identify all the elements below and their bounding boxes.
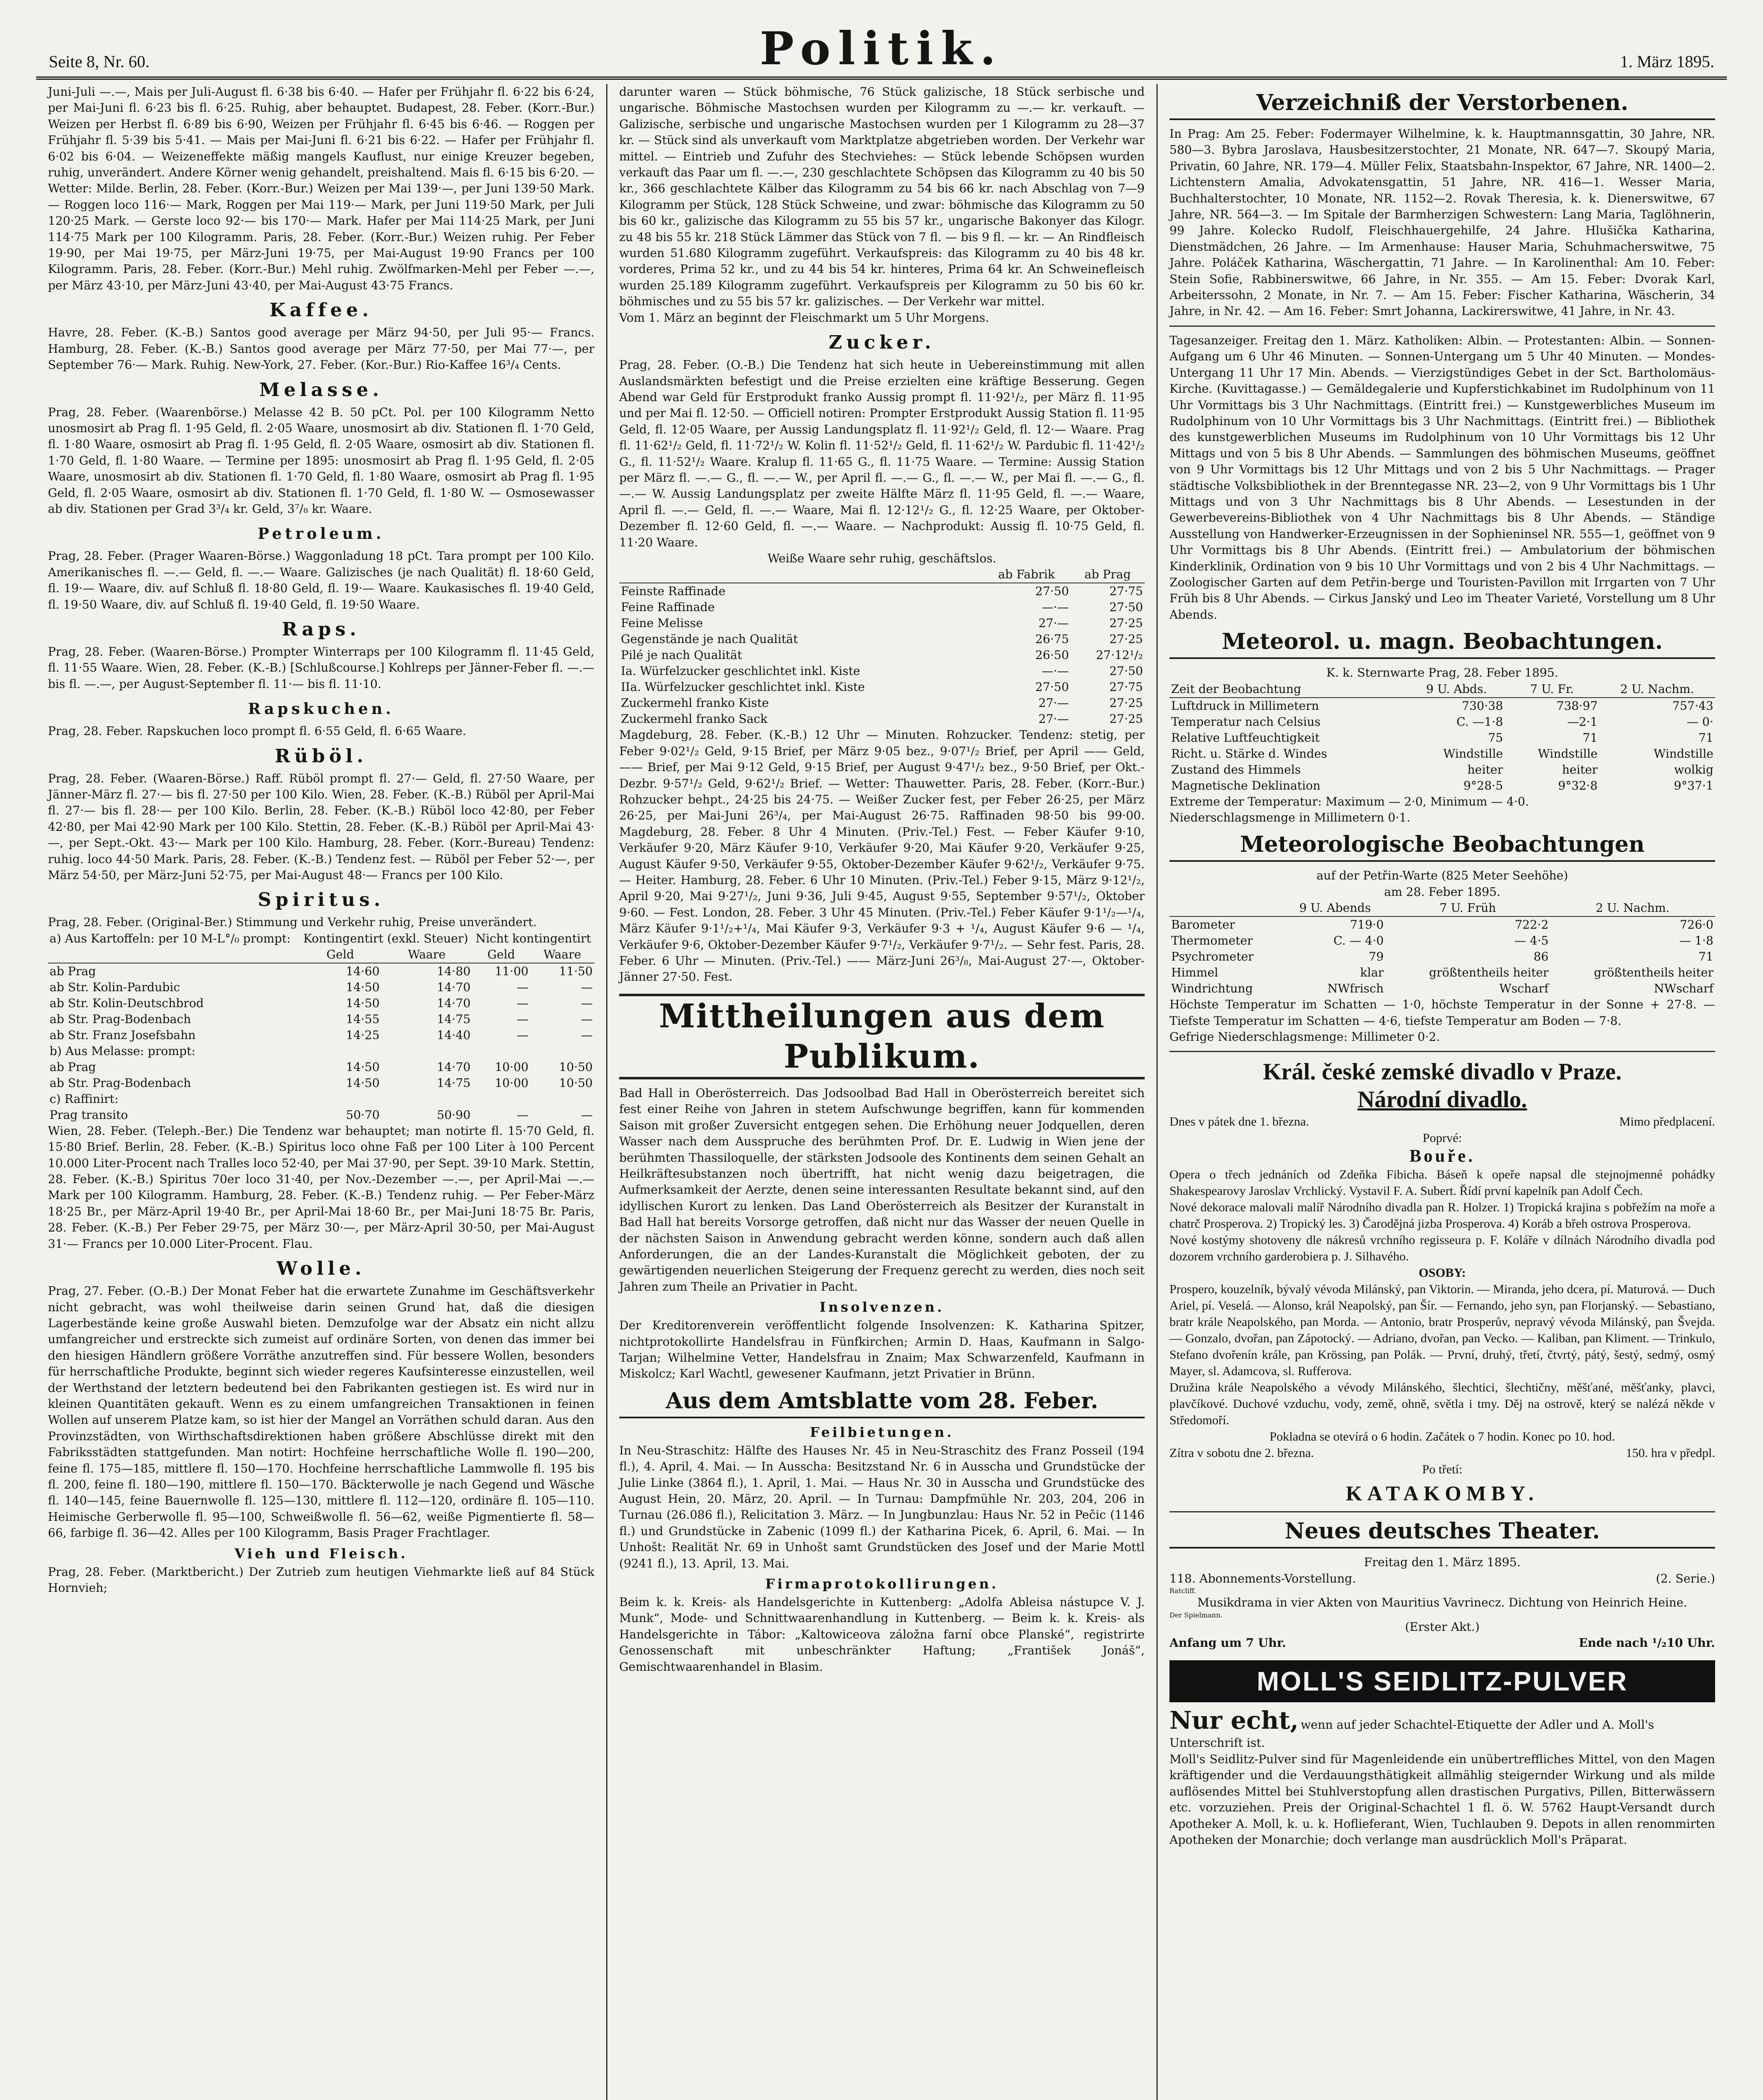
- performance-date: Dnes v pátek dne 1. března.: [1169, 1115, 1309, 1129]
- rapeseed-cake-heading: Rapskuchen.: [248, 700, 394, 718]
- table-row: Gegenstände je nach Qualität 26·75 27·25: [621, 632, 1143, 646]
- petroleum-text: Prag, 28. Feber. (Prager Waaren-Börse.) Waggonladung 18 pCt. Tara prompt per 100 Kilo. Amerikanisches fl. —.— Geld, fl. —.— Waare. Galizisches (je nach Qualität) fl. 18·60 Geld, fl. 19·— Waare, div. auf Schluß fl. 18·80 Geld, fl. 19·— Waare. Kaukasisches fl. 19·40 Geld, fl. 19·50 Waare, div. auf Schluß fl. 19·40 Geld, fl. 19·50 Waare.: [48, 549, 594, 612]
- page-number: Seite 8, Nr. 60.: [49, 52, 150, 71]
- next-performance-date: Zítra v sobotu dne 2. března.: [1169, 1446, 1314, 1460]
- table-row: Temperatur nach Celsius C. —1·8 —2·1 — 0·: [1171, 714, 1713, 729]
- sugar-col-prague: ab Prag: [1084, 567, 1131, 582]
- insolvencies-text: Der Kreditorenverein veröffentlicht folgende Insolvenzen: K. Katharina Spitzer, nichtprotokollirte Handelsfrau in Fünfkirchen; Armin D. Haas, Kaufmann in Salgo-Tarjan; Wilhelmine Vetter, Handelsfrau in Znaim; Max Schwarzenfeld, Kaufmann in Miskolcz; Karl Wachtl, gewesener Kaufmann, jetzt Privatier in Brünn.: [619, 1318, 1145, 1381]
- decorations-text: Nové dekorace malovali malíř Národního divadla pan R. Holzer. 1) Tropická krajina s pobřežím na moře a chatrč Prosperova. 2) Tropický les. 3) Čarodějná jizba Prosperova. 4) Koráb a břeh ostrova Prosperova.: [1169, 1200, 1715, 1231]
- series-number: (2. Serie.): [1655, 1571, 1715, 1586]
- rapeseed-heading: Raps.: [282, 618, 360, 640]
- table-row: ab Prag 14·50 14·70 10·00 10·50: [50, 1060, 593, 1074]
- insolvencies-heading: Insolvenzen.: [820, 1299, 944, 1315]
- table-row: Magnetische Deklination 9°28·5 9°32·8 9°37·1: [1171, 778, 1713, 793]
- table-row: Zuckermehl franko Kiste 27·— 27·25: [621, 696, 1143, 710]
- spirits-col-geld: Geld: [487, 947, 515, 961]
- ad-subheadline-note: wenn auf jeder Schachtel-Etiquette der Adler und A. Moll's Unterschrift ist.: [1169, 1718, 1654, 1750]
- observatory-table: Zeit der Beobachtung 9 U. Abds. 7 U. Fr. 2 U. Nachm. Luftdruck in Millimetern 730·38 738·97 757·43 Temperatur nach Celsius C. —1·8 —2·1 — 0· Relative Luftfeuchtigkeit 75 71 71 Richt. u. Stärke d. Windes Windstille Windstille Windstille Zustand des Himmels heiter heiter wolkig Magnetische Deklination 9°28·5 9°32·8 9°37·1: [1169, 681, 1715, 794]
- cast-list: Prospero, kouzelník, bývalý vévoda Milánský, pan Viktorin. — Miranda, jeho dcera, pí. Maturová. — Duch Ariel, pí. Veselá. — Alonso, král Neapolský, pan Šír. — Fernando, jeho syn, pan Florjanský. — Sebastiano, bratr krále Neapolského, pan Morda. — Antonio, bratr Prosperův, nepravý vévoda Milánský, pan Švejda. — Gonzalo, dvořan, pan Zápotocký. — Adriano, dvořan, pan Vecko. — Kaliban, pan Kliment. — Trinkulo, Stefano dvořenín krále, pan Krössing, pan Polák. — První, druhý, třetí, čtvrtý, pátý, šestý, sedmý, osmý Mayer, sl. Adamcova, sl. Rufferova.: [1169, 1282, 1715, 1378]
- meat-market-note: Vom 1. März an beginnt der Fleischmarkt um 5 Uhr Morgens.: [619, 310, 989, 325]
- next-play-title: KATAKOMBY.: [1345, 1481, 1539, 1505]
- meteorological-heading: Meteorol. u. magn. Beobachtungen.: [1169, 629, 1715, 659]
- table-row: Windrichtung NWfrisch Wscharf NWscharf: [1171, 982, 1713, 996]
- national-theatre-title: Národní divadlo.: [1357, 1087, 1527, 1113]
- petrin-subtitle: auf der Petřin-Warte (825 Meter Seehöhe): [1316, 869, 1568, 883]
- sugar-text: Prag, 28. Feber. (O.-B.) Die Tendenz hat sich heute in Uebereinstimmung mit allen Auslandsmärkten befestigt und die Preise erzielten eine kräftige Besserung. Gegen Abend war Geld für Erstprodukt franko Aussig prompt fl. 11·92¹/₂, per März fl. 11·95 und per Mai fl. 12·50. — Officiell notiren: Prompter Erstprodukt Aussig Station fl. 11·95 Geld, fl. 12·05 Waare, per Aussig Landungsplatz fl. 11·92¹/₂ Geld, fl. 12·— Waare. Prag fl. 11·62¹/₂ Geld, fl. 11·72¹/₂ W. Kolin fl. 11·52¹/₂ Geld, fl. 11·62¹/₂ W. Pardubic fl. 11·42¹/₂ G., fl. 11·52¹/₂ Waare. Kralup fl. 11·65 G., fl. 11·75 Waare. — Termine: Aussig Station per März fl. —.— G., fl. —.— W., per April fl. —.— G., fl. —.— W., per Mai fl. —.— G., fl. —.— W. Aussig Landungsplatz per zweite Hälfte März fl. 11·95 Geld, fl. —.— Waare, April fl. —.— Geld, fl. —.— Waare, Mai fl. 12·12¹/₂ G., fl. 12·25 Waare, per Oktober-Dezember fl. 12·60 Geld, fl. —.— Waare. — Nachprodukt: Aussig fl. 10·75 Geld, fl. 11·20 Waare.: [619, 358, 1145, 549]
- table-row: ab Str. Kolin-Deutschbrod 14·50 14·70 — —: [50, 996, 593, 1010]
- subscription-performance: 118. Abonnements-Vorstellung.: [1169, 1571, 1356, 1586]
- coffee-text: Havre, 28. Feber. (K.-B.) Santos good average per März 94·50, per Juli 95·— Francs. Hamburg, 28. Feber. (K.-B.) Santos good average per März 77·50, per Mai 77·—, per September 76·— Mark. Ruhig. New-York, 27. Feber. (Kor.-Bur.) Rio-Kaffee 16³/₄ Cents.: [48, 326, 594, 372]
- sugar-heading: Zucker.: [828, 332, 935, 354]
- cast-label: OSOBY:: [1419, 1266, 1466, 1280]
- table-row: ab Prag 14·60 14·80 11·00 11·50: [50, 964, 593, 978]
- table-row: Pilé je nach Qualität 26·50 27·12¹/₂: [621, 648, 1143, 662]
- start-time: Anfang um 7 Uhr.: [1169, 1636, 1286, 1650]
- table-row: Thermometer C. — 4·0 — 4·5 — 1·8: [1171, 934, 1713, 948]
- seidlitz-advertisement: [1169, 1660, 1715, 1702]
- livestock-text: Prag, 28. Feber. (Marktbericht.) Der Zutrieb zum heutigen Viehmarkte ließ auf 84 Stück Hornvieh;: [48, 1564, 594, 1595]
- coffee-heading: Kaffee.: [269, 299, 373, 321]
- subscription-note: Mimo předplacení.: [1619, 1115, 1715, 1129]
- molasses-text: Prag, 28. Feber. (Waarenbörse.) Melasse 42 B. 50 pCt. Pol. per 100 Kilogramm Netto unosmosirt ab Prag fl. 1·95 Geld, fl. 2·05 Waare, unosmosirt ab div. Stationen fl. 1·70 Geld, fl. 1·80 Waare, osmosirt ab Prag fl. 1·95 Geld, fl. 2·05 Waare, osmosirt ab div. Stationen fl. 1·70 Geld, fl. 1·80 Waare. — Termine per 1895: unosmosirt ab Prag fl. 1·95 Geld, fl. 2·05 Waare, unosmosirt ab div. Stationen fl. 1·70 Geld, fl. 1·80 Waare, osmosirt ab Prag fl. 1·95 Geld, fl. 2·05 Waare, osmosirt ab div. Stationen fl. 1·70 Geld, fl. 1·80 W. — Osmosewasser ab div. Stationen per Grad 3³/₄ kr. Geld, 3⁷/₈ kr. Waare.: [48, 405, 594, 516]
- table-row: ab Str. Prag-Bodenbach 14·50 14·75 10·00 10·50: [50, 1076, 593, 1090]
- rapeseed-oil-text: Prag, 28. Feber. (Waaren-Börse.) Raff. Rüböl prompt fl. 27·— Geld, fl. 27·50 Waare, per Jänner-März fl. 27·— bis fl. 27·50 per 100 Kilo. Wien, 28. Feber. (K.-B.) Rüböl per April-Mai fl. 27·— bis fl. 28·— per 100 Kilo. Berlin, 28. Feber. (K.-B.) Rüböl loco 42·80, per Feber 42·80, per Mai 42·90 Mark per 100 Kilo. Stettin, 28. Feber. (K.-B.) Rüböl per April-Mai 43·—, per Sept.-Okt. 43·— Mark per 100 Kilo. Hamburg, 28. Feber. (Korr.-Bureau) Tendenz: ruhig. loco 44·50 Mark. Paris, 28. Feber. (K.-B.) Tendenz fest. — Rüböl per Feber 52·—, per März 54·50, per März-Juni 52·75, per Mai-August 48·— Francs per 100 Kilo.: [48, 771, 594, 882]
- company-registrations-text: Beim k. k. Kreis- als Handelsgerichte in Kuttenberg: „Adolfa Ableisa nástupce V. J. Munk“, Mode- und Schnittwaarenhandlung in Kuttenberg. — Beim k. k. Kreis- als Handelsgerichte in Tábor: „Kaltowiceova záložna farní obce Planské“, registrirte Genossenschaft mit unbeschränkter Haftung; „František Jonáš“, Gemischtwaarenhandel in Blasim.: [619, 1595, 1145, 1674]
- column-2: [606, 84, 1156, 2100]
- petrin-observation-heading: Meteorologische Beobachtungen: [1169, 832, 1715, 862]
- table-row: ab Str. Prag-Bodenbach 14·55 14·75 — —: [50, 1012, 593, 1026]
- spirits-col-waare: Waare: [543, 947, 581, 961]
- german-play-title: Ratcliff.: [1169, 1587, 1196, 1595]
- table-row: Relative Luftfeuchtigkeit 75 71 71: [1171, 730, 1713, 745]
- spirits-col-geld: Geld: [326, 947, 354, 961]
- spirits-col-noncontingent: Nicht kontingentirt: [476, 931, 591, 945]
- sugar-price-table: [619, 567, 1145, 727]
- ad-headline: MOLL'S SEIDLITZ-PULVER: [1172, 1663, 1713, 1700]
- table-row: Feinste Raffinade 27·50 27·75: [621, 584, 1143, 598]
- table-row: Feine Melisse 27·— 27·25: [621, 616, 1143, 630]
- table-row: Prag transito 50·70 50·90 — —: [50, 1108, 593, 1122]
- auctions-heading: Feilbietungen.: [810, 1424, 954, 1440]
- czech-theatre-notice: [1169, 1058, 1715, 1505]
- section-title: Politik.: [759, 22, 1004, 75]
- page-header: [36, 17, 1727, 80]
- livestock-heading: Vieh und Fleisch.: [234, 1545, 408, 1562]
- play-title: Bouře.: [1409, 1147, 1475, 1166]
- rapeseed-cake-text: Prag, 28. Feber. Rapskuchen loco prompt fl. 6·55 Geld, fl. 6·65 Waare.: [48, 724, 466, 738]
- first-performance-label: Poprvé:: [1422, 1131, 1462, 1145]
- temperature-extremes: Extreme der Temperatur: Maximum — 2·0, Minimum — 4·0.: [1169, 794, 1529, 808]
- czech-theatre-title: Král. české zemské divadlo v Praze.: [1263, 1059, 1622, 1085]
- ensemble-text: Družina krále Neapolského a vévody Milánského, šlechtici, šlechtičny, měšťané, měšťanky, plavci, plavčíkové. Duchové vzduchu, vody, země, ohně, světla i tmy. Děj na ostrově, který se nalézá někde v Středomoří.: [1169, 1381, 1715, 1428]
- table-row: Psychrometer 79 86 71: [1171, 950, 1713, 964]
- table-row: Richt. u. Stärke d. Windes Windstille Windstille Windstille: [1171, 746, 1713, 761]
- german-theatre-title: Neues deutsches Theater.: [1169, 1518, 1715, 1549]
- sugar-foreign-markets: Magdeburg, 28. Feber. (K.-B.) 12 Uhr — Minuten. Rohzucker. Tendenz: stetig, per Feber 9·02¹/₂ Geld, 9·15 Brief, per März 9·05 bez., 9·07¹/₂ Brief, per April —— Geld, —— Brief, per Mai 9·12 Geld, 9·15 Brief, per August 9·47¹/₂ bez., 9·50 Brief, per Okt.-Dezbr. 9·57¹/₂ Geld, 9·62¹/₂ Brief. — Wetter: Thauwetter. Paris, 28. Feber. (Korr.-Bur.) Rohzucker behpt., 24·25 bis 24·75. — Weißer Zucker fest, per Feber 26·25, per März 26·25, per Mai-Juni 26³/₄, per Mai-August 26·75. Raffinaden 98·50 bis 99·00. Magdeburg, 28. Feber. 8 Uhr 4 Minuten. (Priv.-Tel.) Fest. — Feber Käufer 9·10, Verkäufer 9·20, März Käufer 9·10, Verkäufer 9·20, Mai Käufer 9·20, Verkäufer 9·25, August Käufer 9·50, Verkäufer 9·55, Oktober-Dezember Käufer 9·62¹/₂, Verkäufer 9·75. — Heiter. Hamburg, 28. Feber. 6 Uhr 10 Minuten. (Priv.-Tel.) Feber 9·15, März 9·12¹/₂, April 9·20, Mai 9·27¹/₂, Juni 9·36, Juli 9·45, August 9·55, September 9·57¹/₂, Oktober 9·60. — Fest. London, 28. Feber. 3 Uhr 45 Minuten. (Priv.-Tel.) Feber Käufer 9·1¹/₂—¹/₄, März Käufer 9·1¹/₂+¹/₄, Mai Käufer 9·3, Verkäufer 9·3 + ¹/₄, August Käufer 9·6 — ¹/₄, Verkäufer 9·6, Oktober-Dezember Käufer 9·7¹/₂, Verkäufer 9·7¹/₂. — Sehr fest. Paris, 28. Feber. 6 Uhr — Minuten. (Priv.-Tel.) —— März-Juni 26³/₈, Mai-August 27·—, Oktober-Jänner 27·50. Fest.: [619, 728, 1145, 984]
- table-row: Luftdruck in Millimetern 730·38 738·97 757·43: [1171, 698, 1713, 713]
- spirits-col-contingent: Kontingentirt (exkl. Steuer): [303, 931, 468, 945]
- precipitation: Niederschlagsmenge in Millimetern 0·1.: [1169, 811, 1411, 824]
- column-3: [1156, 84, 1727, 2100]
- issue-date: 1. März 1895.: [1620, 52, 1714, 71]
- official-gazette-heading: Aus dem Amtsblatte vom 28. Feber.: [619, 1388, 1145, 1418]
- daily-calendar-text: Tagesanzeiger. Freitag den 1. März. Katholiken: Albin. — Protestanten: Albin. — Sonnen-Aufgang um 6 Uhr 46 Minuten. — Sonnen-Untergang um 5 Uhr 40 Minuten. — Mondes-Untergang 11 Uhr 17 Min. Abends. — Vierzigstündiges Gebet in der Sct. Bartholomäus-Kirche. (Kuvittagasse.) — Gemäldegalerie und Kupferstichkabinet im Rudolphinum von 11 Uhr Vormittags bis 3 Uhr Nachmittags. (Eintritt frei.) — Kunstgewerbliches Museum im Rudolphinum von 10 Uhr Vormittags bis 3 Uhr Nachmittags. (Eintritt frei.) — Bibliothek des kunstgewerblichen Museums im Rudolphinum von 10 Uhr Vormittags bis 12 Uhr Mittags und von 5 bis 8 Uhr Abends. — Sammlungen des böhmischen Museums, geöffnet von 9 Uhr Vormittags bis 12 Uhr Mittags und von 2 bis 5 Uhr Nachmittags. — Prager städtische Volksbibliothek in der Brenntegasse NR. 23—2, von 9 Uhr Vormittags bis 1 Uhr Mittags und von 3 Uhr Nachmittags bis 8 Uhr Abends. — Lesestunden in der Gewerbevereins-Bibliothek von 4 Uhr Nachmittags bis 8 Uhr Abends. — Ständige Ausstellung von Handwerker-Erzeugnissen in der Sophieninsel NR. 555—1, geöffnet von 9 Uhr Vormittags bis 8 Uhr Abends. (Eintritt frei.) — Ambulatorium der böhmischen Kinderklinik, Ordination von 9 bis 10 Uhr Vormittags und von 2 bis 4 Uhr Nachmittags. — Zoologischer Garten auf dem Petřin-berge und Touristen-Pavillon mit Irrgarten von 7 Uhr Früh bis 8 Uhr Abends. — Cirkus Janský und Leo im Theater Varieté, Vorstellung um 8 Uhr Abends.: [1169, 333, 1715, 622]
- deaths-text: In Prag: Am 25. Feber: Fodermayer Wilhelmine, k. k. Hauptmannsgattin, 30 Jahre, NR. 580—3. Bybra Jaroslava, Hausbesitzerstochter, 21 Monate, NR. 647—7. Skoupý Maria, Privatin, 60 Jahre, NR. 179—4. Müller Felix, Staatsbahn-Inspektor, 67 Jahre, NR. 1400—2. Lichtenstern Amalia, Advokatensgattin, 51 Jahre, NR. 416—1. Wesser Maria, Buchhalterstochter, 10 Monate, NR. 1152—2. Rovak Theresia, k. k. Dienerswitwe, 67 Jahre, NR. 564—3. — Im Spitale der Barmherzigen Schwestern: Lang Maria, Taglöhnerin, 99 Jahre. Kolecko Rudolf, Fleischhauergehilfe, 24 Jahre. Hlušička Katharina, Dienstmädchen, 26 Jahre. — Im Armenhause: Hauser Maria, Schuhmacherswitwe, 75 Jahre. Poláček Katharina, Wäschergattin, 71 Jahre. — In Karolinenthal: Am 10. Feber: Stein Sofie, Rabbinerswitwe, 66 Jahre, in Nr. 355. — Am 15. Feber: Dvorak Karl, Arbeiterssohn, 2 Monate, in Nr. 7. — Am 15. Feber: Fischer Katharina, Wäscherin, 34 Jahre, in Nr. 42. — Am 16. Feber: Smrt Johanna, Lackirerswitwe, 41 Jahre, in Nr. 43.: [1169, 127, 1715, 318]
- column-1: [36, 84, 606, 2100]
- petrin-precipitation: Gefrige Niederschlagsmenge: Millimeter 0·2.: [1169, 1030, 1440, 1044]
- ad-body: Moll's Seidlitz-Pulver sind für Magenleidende ein unübertreffliches Mittel, von den Magen kräftigender und die Verdauungsthätigkeit allmählig steigernder Wirkung und als milde auflösendes Mittel bei Stuhlverstopfung allen drastischen Purgativs, Pillen, Bitterwässern etc. vorzuziehen. Preis der Original-Schachtel 1 fl. ö. W. 5762 Haupt-Versandt durch Apotheker A. Moll, k. u. k. Hoflieferant, Wien, Tuchlauben 9. Depots in allen renommirten Apotheken der Monarchie; doch verlange man ausdrücklich Moll's Präparat.: [1169, 1752, 1715, 1847]
- company-registrations-heading: Firmaprotokollirungen.: [765, 1576, 999, 1592]
- box-office-times: Pokladna se otevírá o 6 hodin. Začátek o 7 hodin. Konec po 10. hod.: [1269, 1430, 1615, 1444]
- spirits-intro: Prag, 28. Feber. (Original-Ber.) Stimmung und Verkehr ruhig, Preise unverändert.: [48, 915, 537, 929]
- table-row: Zuckermehl franko Sack 27·— 27·25: [621, 712, 1143, 726]
- spirits-group-molasses: b) Aus Melasse: prompt:: [50, 1044, 196, 1058]
- spirits-col-waare: Waare: [408, 947, 446, 961]
- wool-text: Prag, 27. Feber. (O.-B.) Der Monat Feber hat die erwartete Zunahme im Geschäftsverkehr nicht gebracht, was wohl theilweise darin seinen Grund hat, daß die diesigen Lagerbestände keine große Auswahl bieten. Demzufolge war der Absatz ein nicht allzu umfangreicher und erstreckte sich zumeist auf ordinäre Sorten, von denen das immer bei den hiesigen Händlern größere Vorräthe anzutreffen sind. Für bessere Wollen, besonders für herrschaftliche Produkte, beginnt sich wieder regeres Kaufsinteresse einzustellen, weil der Werthstand der letztern bedeutend bei den Fabrikanten gestiegen ist. Es wird nur in kleinen Quantitäten gekauft. Wenn es zu einem umfangreichen Transaktionen in feinen Wollen auf unserem Platze kam, so ist hier der Mangel an Vorräthen schuld daran. Aus den Provinzstädten, von Wirthschaftsdirektionen haben größere Abschlüsse direkt mit den Fabriksstädten stattgefunden. Man notirt: Hochfeine herrschaftliche Wolle fl. 190—200, feine fl. 175—185, mittlere fl. 150—170. Hochfeine herrschaftliche Lammwolle fl. 195 bis fl. 200, feine fl. 180—190, mittlere fl. 150—170. Bäckterwolle je nach Gegend und Wäsche fl. 140—145, feine Bauernwolle fl. 125—130, mittlere fl. 112—120, ordinäre fl. 105—110. Heimische Gerberwolle fl. 95—100, Schweißwolle fl. 56—62, weiße Pigmentierte fl. 58—66, farbige fl. 36—42. Alles per 100 Kilogramm, Basis Prager Frachtlager.: [48, 1284, 594, 1540]
- table-row: ab Str. Franz Josefsbahn 14·25 14·40 — —: [50, 1028, 593, 1042]
- auctions-text: In Neu-Straschitz: Hälfte des Hauses Nr. 45 in Neu-Straschitz des Franz Posseil (194 fl.), 4. April, 4. Mai. — In Ausscha: Besitzstand Nr. 6 in Ausscha und Grundstücke der Julie Linke (3864 fl.), 1. April, 1. Mai. — Haus Nr. 30 in Ausscha und Grundstücke des August Hein, 20. März, 20. April. — In Turnau: Dampfmühle Nr. 203, 204, 206 in Turnau (26.086 fl.), Relicitation 3. März. — In Jungbunzlau: Haus Nr. 52 in Pečic (1146 fl.) und Grundstücke in Zabenic (1099 fl.) der Katharina Picek, 6. April, 6. Mai. — In Unhošt: Realität Nr. 69 in Unhošt samt Grundstücken des Josef und der Marie Mottl (9241 fl.), 13. April, 13. Mai.: [619, 1443, 1145, 1570]
- livestock-text-continued: darunter waren — Stück böhmische, 76 Stück galizische, 18 Stück serbische und ungarische. Böhmische Mastochsen wurden per Kilogramm zu —.— kr. verkauft. — Galizische, serbische und ungarische Mastochsen wurden per 1 Kilogramm zu 28—37 kr. — Stück sind als unverkauft vom Marktplatze abgetrieben worden. Der Verkehr war mittel. — Eintrieb und Zufuhr des Stechviehes: — Stück lebende Schöpsen wurden verkauft das Paar um fl. —.—, 230 geschlachtete Schöpsen das Kilogramm zu 40 bis 50 kr., 366 geschlachtete Kälber das Kilogramm zu 54 bis 66 kr. nach Abschlag von 7—9 Kilogramm per Stück, 128 Stück Schweine, und zwar: böhmische das Kilogramm zu 50 bis 60 kr., galizische das Kilogramm zu 55 bis 57 kr., ungarische Bakonyer das Kilogr. zu 48 bis 55 kr. 218 Stück Lämmer das Stück von 7 fl. — bis 9 fl. — kr. — An Rindfleisch wurden 51.680 Kilogramm zugeführt. Verkaufspreis: das Kilogramm zu 40 bis 48 kr. vorderes, Prima 52 kr., und zu 44 bis 54 kr. hinteres, Prima 64 kr. An Schweinefleisch wurden 25.189 Kilogramm zugeführt. Verkaufspreis per Kilogramm zu 50 bis 60 kr. böhmisches und zu 55 bis 57 kr. galizisches. — Der Verkehr war mittel.: [619, 85, 1145, 309]
- table-row: Barometer 719·0 722·2 726·0: [1171, 918, 1713, 932]
- table-row: Ia. Würfelzucker geschlichtet inkl. Kiste —·— 27·50: [621, 664, 1143, 678]
- spirits-text: Wien, 28. Feber. (Teleph.-Ber.) Die Tendenz war behauptet; man notirte fl. 15·70 Geld, fl. 15·80 Brief. Berlin, 28. Feber. (K.-B.) Spiritus loco ohne Faß per 100 Liter à 100 Percent 10.000 Liter-Procent nach Tralles loco 52·40, per Mai 37·90, per Sept. 39·10 Mark. Stettin, 28. Feber. (K.-B.) Spiritus 70er loco 31·40, per Nov.-Dezember —.—, per April-Mai —.— Mark per 100 Kilogramm. Hamburg, 28. Feber. (K.-B.) Tendenz ruhig. — Per Feber-März 18·25 Br., per März-April 19·40 Br., per April-Mai 18·60 Br., per Mai-Juni 18·75 Br. Paris, 28. Feber. (K.-B.) Per Feber 29·75, per März 30·—, per März-April 30·50, per Mai-August 31·— Francs per 10.000 Liter-Procent. Flau.: [48, 1124, 594, 1251]
- column-layout: [36, 84, 1727, 2100]
- bad-hall-notice: Bad Hall in Oberösterreich. Das Jodsoolbad Bad Hall in Oberösterreich bereitet sich fest einer Reihe von Jahren in stetem Aufschwunge begriffen, kann für kommenden Saison mit großer Zuversicht entgegen sehen. Die Erhöhung neuer Jodquellen, deren Wasser nach dem Ausspruche des berühmten Prof. Dr. E. Ludwig in Wien jene der berühmten Thassiloquelle, der stärksten Jodsoole des Kontinents dem seinen Gehalt an Heilkräftesubstanzen noch übertrifft, hat nicht wenig dazu beigetragen, die Aufmerksamkeit der Aerzte, denen seine interessanten Resultate bekannt sind, auf den idyllischen Kurort zu lenken. Das Land Oberösterreich als Besitzer der Kuranstalt in Bad Hall hat bereits Vorsorge getroffen, daß nicht nur das Wasser der neuen Quelle in der nächsten Saison in Anwendung gebracht werden könne, sondern auch daß allen Anforderungen, die an der Landes-Kuranstalt die Möglichkeit geboten, der zu gewärtigenden neuerlichen Steigerung der Frequenz gerecht zu werden, dies noch seit Jahren zum Theile an Privatier in Pacht.: [619, 1086, 1145, 1294]
- public-notices-heading: Mittheilungen aus dem Publikum.: [619, 994, 1145, 1079]
- table-row: Feine Raffinade —·— 27·50: [621, 600, 1143, 614]
- petrin-date: am 28. Feber 1895.: [1384, 885, 1500, 899]
- observatory-subtitle: K. k. Sternwarte Prag, 28. Feber 1895.: [1326, 666, 1558, 680]
- next-performance-number: 150. hra v předpl.: [1626, 1446, 1715, 1460]
- table-row: Himmel klar größtentheils heiter größtentheils heiter: [1171, 966, 1713, 980]
- rapeseed-text: Prag, 28. Feber. (Waaren-Börse.) Prompter Winterraps per 100 Kilogramm fl. 11·45 Geld, fl. 11·55 Waare. Wien, 28. Feber. (K.-B.) [Schlußcourse.] Kohlreps per Jänner-Feber fl. —.— bis fl. —.—, per August-September fl. 11·— bis fl. 11·10.: [48, 644, 594, 691]
- petrin-temperatures: Höchste Temperatur im Schatten — 1·0, höchste Temperatur in der Sonne + 27·8. — Tiefste Temperatur im Schatten — 4·6, tiefste Temperatur am Boden — 7·8.: [1169, 998, 1715, 1028]
- white-sugar-note: Weiße Waare sehr ruhig, geschäftslos.: [767, 551, 996, 565]
- opera-description: Opera o třech jednáních od Zdeňka Fibicha. Báseň k opeře napsal dle stejnojmenné pohádky Shakespearovy Jaroslav Vrchlický. Vystavil F. A. Subert. Řídí první kapelník pan Adolf Čech.: [1169, 1168, 1715, 1198]
- wool-heading: Wolle.: [276, 1258, 366, 1280]
- petrin-table: 9 U. Abends 7 U. Früh 2 U. Nachm. Barometer 719·0 722·2 726·0 Thermometer C. — 4·0 — 4·5 — 1·8 Psychrometer 79 86 71 Himmel klar größtentheils heiter größtentheils heiter Windrichtung NWfrisch Wscharf NWscharf: [1169, 900, 1715, 997]
- petroleum-heading: Petroleum.: [257, 525, 385, 543]
- end-time: Ende nach ¹/₂10 Uhr.: [1579, 1636, 1715, 1650]
- spirits-heading: Spiritus.: [257, 889, 385, 911]
- table-row: IIa. Würfelzucker geschlichtet inkl. Kiste 27·50 27·75: [621, 680, 1143, 694]
- second-play-act: (Erster Akt.): [1405, 1620, 1480, 1634]
- third-performance-label: Po třetí:: [1422, 1462, 1463, 1477]
- german-theatre-date: Freitag den 1. März 1895.: [1364, 1555, 1521, 1570]
- spirits-group-potatoes: a) Aus Kartoffeln: per 10 M-L°/₀ prompt:: [50, 931, 291, 945]
- german-play-description: Musikdrama in vier Akten von Mauritius Vavrinecz. Dichtung von Heinrich Heine.: [1197, 1596, 1687, 1610]
- rapeseed-oil-heading: Rüböl.: [275, 745, 368, 767]
- table-row: Zustand des Himmels heiter heiter wolkig: [1171, 762, 1713, 777]
- sugar-col-factory: ab Fabrik: [998, 567, 1055, 582]
- deaths-heading: Verzeichniß der Verstorbenen.: [1169, 90, 1715, 120]
- second-play-title: Der Spielmann.: [1169, 1611, 1223, 1619]
- spirits-price-table: [48, 931, 594, 1123]
- molasses-heading: Melasse.: [259, 379, 383, 401]
- ad-subheadline: Nur echt,: [1169, 1706, 1299, 1735]
- table-row: ab Str. Kolin-Pardubic 14·50 14·70 — —: [50, 980, 593, 994]
- spirits-group-refined: c) Raffinirt:: [50, 1092, 118, 1106]
- costumes-text: Nové kostýmy shotoveny dle nákresů vrchního regisseura p. F. Koláře v dílnách Národního divadla pod dozorem vrchního garderobiera p. J. Silhavého.: [1169, 1233, 1715, 1264]
- grain-markets-text: Juni-Juli —.—, Mais per Juli-August fl. 6·38 bis 6·40. — Hafer per Frühjahr fl. 6·22 bis 6·24, per Mai-Juni fl. 6·23 bis fl. 6·25. Ruhig, aber behauptet. Budapest, 28. Feber. (Korr.-Bur.) Weizen per Herbst fl. 6·89 bis 6·90, Weizen per Frühjahr fl. 6·45 bis 6·46. — Roggen per Frühjahr fl. 5·39 bis 5·41. — Mais per Mai-Juni fl. 6·21 bis 6·22. — Hafer per Frühjahr fl. 6·02 bis 6·04. — Weizeneffekte mäßig mangels Kauflust, nur einige Kreuzer begeben, ruhig, unverändert. Andere Körner wenig gehandelt, preishaltend. Mais fl. 6·15 bis 6·20. — Wetter: Milde. Berlin, 28. Feber. (Korr.-Bur.) Weizen per Mai 139·—, per Juni 139·50 Mark. — Roggen loco 116·— Mark, Roggen per Mai 119·— Mark, per Juni 119·50 Mark, per Juli 120·25 Mark. — Gerste loco 92·— bis 170·— Mark. Hafer per Mai 114·25 Mark, per Juni 114·75 Mark per 100 Kilogramm. Paris, 28. Feber. (Korr.-Bur.) Weizen ruhig. Per Feber 19·90, per Mai 19·75, per März-Juni 19·75, per Mai-August 19·90 Francs per 100 Kilogramm. Paris, 28. Feber. (Korr.-Bur.) Mehl ruhig. Zwölfmarken-Mehl per Feber —.—, per März 43·10, per März-Juni 43·40, per Mai-August 43·75 Francs.: [48, 85, 594, 292]
